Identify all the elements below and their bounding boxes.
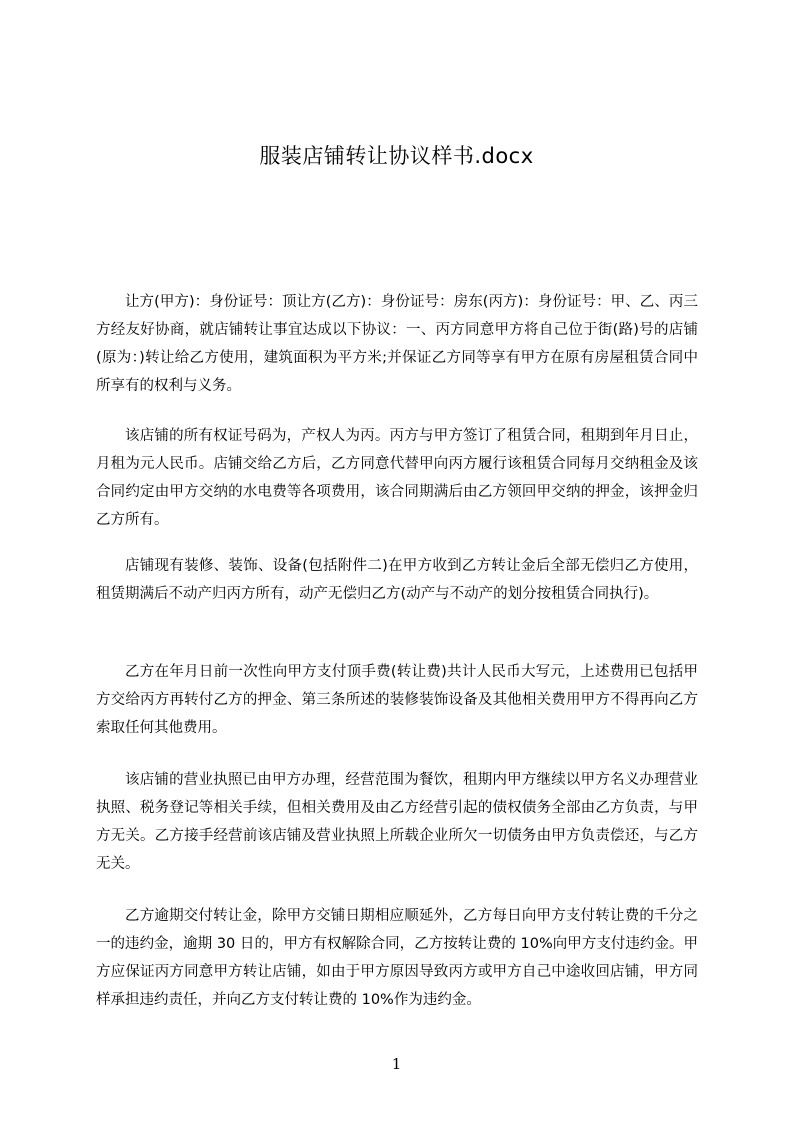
paragraph-ownership-lease: 该店铺的所有权证号码为，产权人为丙。丙方与甲方签订了租赁合同，租期到年月日止，月租为元人民币。店铺交给乙方后，乙方同意代替甲向丙方履行该租赁合同每月交纳租金及该合同约定由甲方交纳的水电费等各项费用，该合同期满后由乙方领回甲交纳的押金，该押金归乙方所有。 — [96, 428, 698, 528]
paragraph-breach-penalty: 乙方逾期交付转让金，除甲方交铺日期相应顺延外，乙方每日向甲方支付转让费的千分之一的违约金，逾期 30 日的，甲方有权解除合同，乙方按转让费的 10%向甲方支付违约金。甲方应保证丙方同意甲方转让店铺，如由于甲方原因导致丙方或甲方自己中途收回店铺，甲方同样承担违约责任，并向乙方支付转让费的 10%作为违约金。 — [96, 908, 698, 1008]
paragraph-transfer-fee: 乙方在年月日前一次性向甲方支付顶手费(转让费)共计人民币大写元，上述费用已包括甲方交给丙方再转付乙方的押金、第三条所述的装修装饰设备及其他相关费用甲方不得再向乙方索取任何其他费用。 — [96, 664, 698, 736]
document-title: 服装店铺转让协议样书.docx — [259, 144, 534, 168]
paragraph-fixtures-equipment: 店铺现有装修、装饰、设备(包括附件二)在甲方收到乙方转让金后全部无偿归乙方使用，租赁期满后不动产归丙方所有，动产无偿归乙方(动产与不动产的划分按租赁合同执行)。 — [96, 558, 698, 602]
paragraph-business-license: 该店铺的营业执照已由甲方办理，经营范围为餐饮，租期内甲方继续以甲方名义办理营业执照、税务登记等相关手续，但相关费用及由乙方经营引起的债权债务全部由乙方负责，与甲方无关。乙方接手经营前该店铺及营业执照上所载企业所欠一切债务由甲方负责偿还，与乙方无关。 — [96, 772, 698, 872]
paragraph-parties-agreement: 让方(甲方)：身份证号：顶让方(乙方)：身份证号：房东(丙方)：身份证号：甲、乙、丙三方经友好协商，就店铺转让事宜达成以下协议：一、丙方同意甲方将自己位于街(路)号的店铺(原为：)转让给乙方使用，建筑面积为平方米;并保证乙方同等享有甲方在原有房屋租赁合同中所享有的权利与义务。 — [96, 294, 698, 394]
page-number: 1 — [391, 1055, 402, 1073]
